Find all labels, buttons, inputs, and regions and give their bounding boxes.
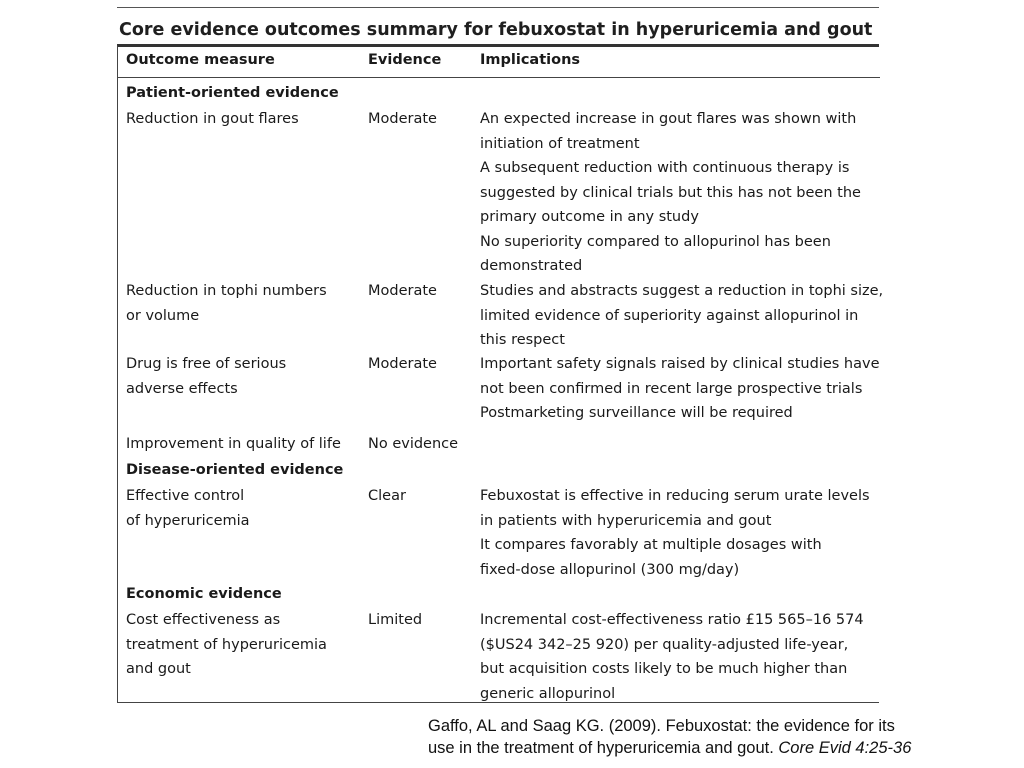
outcome-line: Drug is free of serious — [126, 356, 287, 372]
section-heading-economic: Economic evidence — [126, 586, 282, 602]
outcome-line: Cost effectiveness as — [126, 612, 281, 628]
implication-line: limited evidence of superiority against allopurinol in — [480, 307, 859, 324]
row-evidence-tophi: Moderate — [368, 283, 437, 299]
outcome-line: adverse effects — [126, 380, 238, 397]
row-outcome-gout-flares — [126, 107, 299, 132]
implication-line: Studies and abstracts suggest a reduction in tophi size, — [480, 283, 884, 299]
row-outcome-hyperuricemia-control — [126, 484, 250, 533]
outcome-line: Effective control — [126, 488, 245, 504]
implication-line: primary outcome in any study — [480, 209, 699, 225]
implication-line: initiation of treatment — [480, 135, 640, 152]
row-implications-adverse-effects — [480, 352, 880, 426]
implication-line: not been confirmed in recent large prospective trials — [480, 380, 863, 397]
header-outcome-measure: Outcome measure — [126, 52, 275, 68]
row-evidence-adverse-effects: Moderate — [368, 356, 437, 372]
row-evidence-cost-effectiveness: Limited — [368, 612, 423, 628]
outcome-line: Improvement in quality of life — [126, 436, 341, 452]
implication-line: Febuxostat is effective in reducing serum urate levels — [480, 488, 870, 504]
implication-line: demonstrated — [480, 258, 583, 274]
implication-line: An expected increase in gout flares was shown with — [480, 111, 857, 127]
implication-line: A subsequent reduction with continuous therapy is — [480, 160, 850, 176]
row-implications-gout-flares — [480, 107, 861, 279]
citation-line-1: Gaffo, AL and Saag KG. (2009). Febuxostat: the evidence for its — [428, 717, 895, 735]
row-outcome-cost-effectiveness — [126, 608, 327, 682]
outcome-line: or volume — [126, 307, 200, 324]
outcome-line: and gout — [126, 661, 191, 677]
citation-text: use in the treatment of hyperuricemia and gout. — [428, 739, 779, 757]
evidence-table — [117, 44, 884, 703]
implication-line: It compares favorably at multiple dosages with — [480, 537, 822, 553]
row-implications-hyperuricemia-control — [480, 484, 870, 582]
table-title: Core evidence outcomes summary for febuxostat in hyperuricemia and gout — [119, 20, 873, 40]
table-header-row — [118, 47, 880, 78]
outcome-line: Reduction in gout flares — [126, 111, 299, 127]
row-implications-cost-effectiveness — [480, 608, 864, 706]
row-outcome-quality-of-life — [126, 432, 341, 457]
implication-line: in patients with hyperuricemia and gout — [480, 512, 772, 529]
outcome-line: Reduction in tophi numbers — [126, 283, 327, 299]
top-rule — [117, 7, 879, 8]
implication-line: this respect — [480, 332, 565, 348]
implication-line: ($US24 342–25 920) per quality-adjusted life-year, — [480, 636, 849, 653]
citation-line-2 — [428, 737, 911, 759]
outcome-line: treatment of hyperuricemia — [126, 636, 327, 653]
implication-line: Important safety signals raised by clinical studies have — [480, 356, 880, 372]
implication-line: Postmarketing surveillance will be required — [480, 405, 793, 421]
implication-line: suggested by clinical trials but this has not been the — [480, 184, 861, 201]
row-implications-tophi — [480, 279, 883, 353]
implication-line: generic allopurinol — [480, 685, 616, 702]
outcome-line: of hyperuricemia — [126, 512, 250, 529]
implication-line: Incremental cost-effectiveness ratio £15 565–16 574 — [480, 612, 864, 628]
header-evidence: Evidence — [368, 52, 442, 68]
row-outcome-tophi — [126, 279, 327, 328]
implication-line: No superiority compared to allopurinol has been — [480, 233, 831, 250]
section-heading-disease: Disease-oriented evidence — [126, 462, 344, 478]
row-outcome-adverse-effects — [126, 352, 286, 401]
row-evidence-gout-flares: Moderate — [368, 111, 437, 127]
row-evidence-quality-of-life: No evidence — [368, 436, 459, 452]
implication-line: but acquisition costs likely to be much higher than — [480, 661, 848, 677]
row-evidence-hyperuricemia-control: Clear — [368, 488, 406, 504]
citation-journal: Core Evid 4:25-36 — [778, 739, 912, 757]
header-implications: Implications — [480, 52, 581, 68]
section-heading-patient: Patient-oriented evidence — [126, 85, 339, 101]
implication-line: fixed-dose allopurinol (300 mg/day) — [480, 561, 740, 578]
citation — [428, 715, 911, 759]
